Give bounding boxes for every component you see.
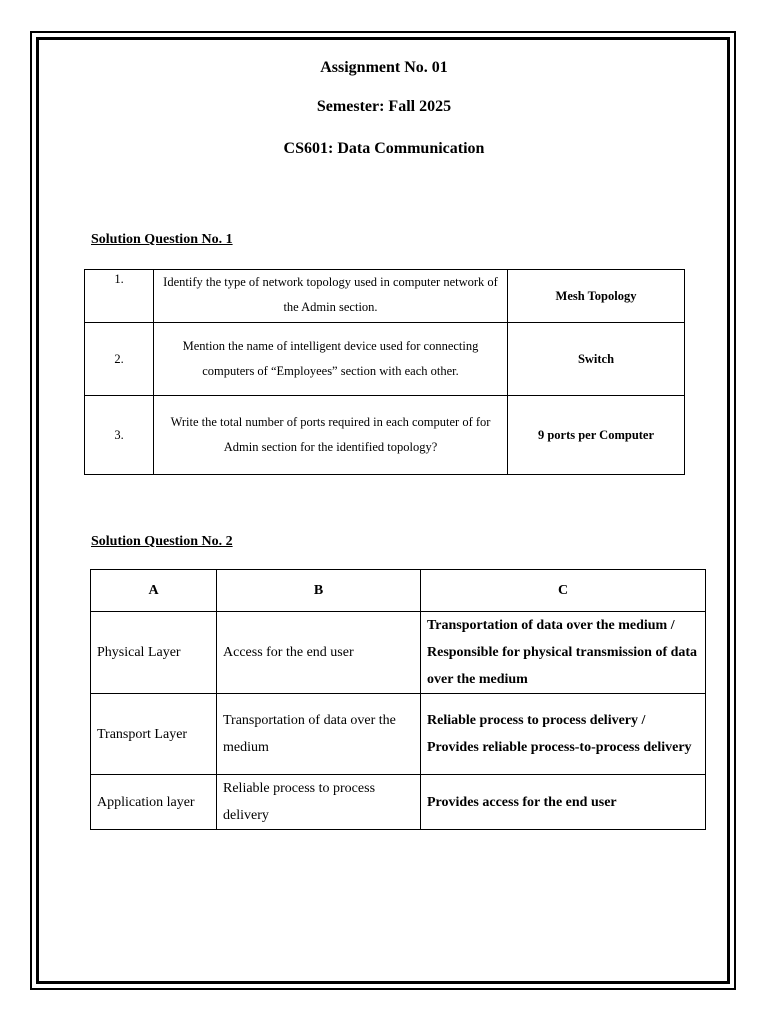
- semester-title: Semester: Fall 2025: [316, 98, 452, 115]
- assignment-title: Assignment No. 01: [320, 59, 448, 76]
- column-header-a: A: [91, 570, 217, 612]
- answer-text: Mesh Topology: [508, 270, 685, 323]
- cell-c: Reliable process to process delivery / Provides reliable process-to-process delivery: [421, 694, 706, 775]
- row-number: 3.: [85, 396, 154, 475]
- cell-b: Transportation of data over the medium: [217, 694, 421, 775]
- table-header-row: [91, 570, 706, 612]
- table-row: [85, 396, 685, 475]
- table-row: [85, 323, 685, 396]
- question-text: Write the total number of ports required in each computer of for Admin section for the identified topology?: [154, 396, 508, 475]
- cell-c: Provides access for the end user: [421, 775, 706, 830]
- course-title: CS601: Data Communication: [283, 140, 485, 157]
- question1-title: Solution Question No. 1: [91, 232, 233, 247]
- page-border: [30, 31, 736, 990]
- question-text: Identify the type of network topology used in computer network of the Admin section.: [154, 270, 508, 323]
- cell-b: Access for the end user: [217, 612, 421, 694]
- question-text: Mention the name of intelligent device used for connecting computers of “Employees” section with each other.: [154, 323, 508, 396]
- question2-title: Solution Question No. 2: [91, 534, 233, 549]
- column-header-c: C: [421, 570, 706, 612]
- table-row: [85, 270, 685, 323]
- cell-c: Transportation of data over the medium / Responsible for physical transmission of data over the medium: [421, 612, 706, 694]
- row-number: 2.: [85, 323, 154, 396]
- cell-a: Physical Layer: [91, 612, 217, 694]
- cell-a: Application layer: [91, 775, 217, 830]
- row-number: 1.: [85, 270, 154, 323]
- table-row: [91, 694, 706, 775]
- table-row: [91, 775, 706, 830]
- table-row: [91, 612, 706, 694]
- answer-text: Switch: [508, 323, 685, 396]
- cell-a: Transport Layer: [91, 694, 217, 775]
- page-border-inner: [36, 37, 730, 984]
- cell-b: Reliable process to process delivery: [217, 775, 421, 830]
- column-header-b: B: [217, 570, 421, 612]
- question2-table: [90, 569, 706, 830]
- answer-text: 9 ports per Computer: [508, 396, 685, 475]
- question1-table: [84, 269, 685, 475]
